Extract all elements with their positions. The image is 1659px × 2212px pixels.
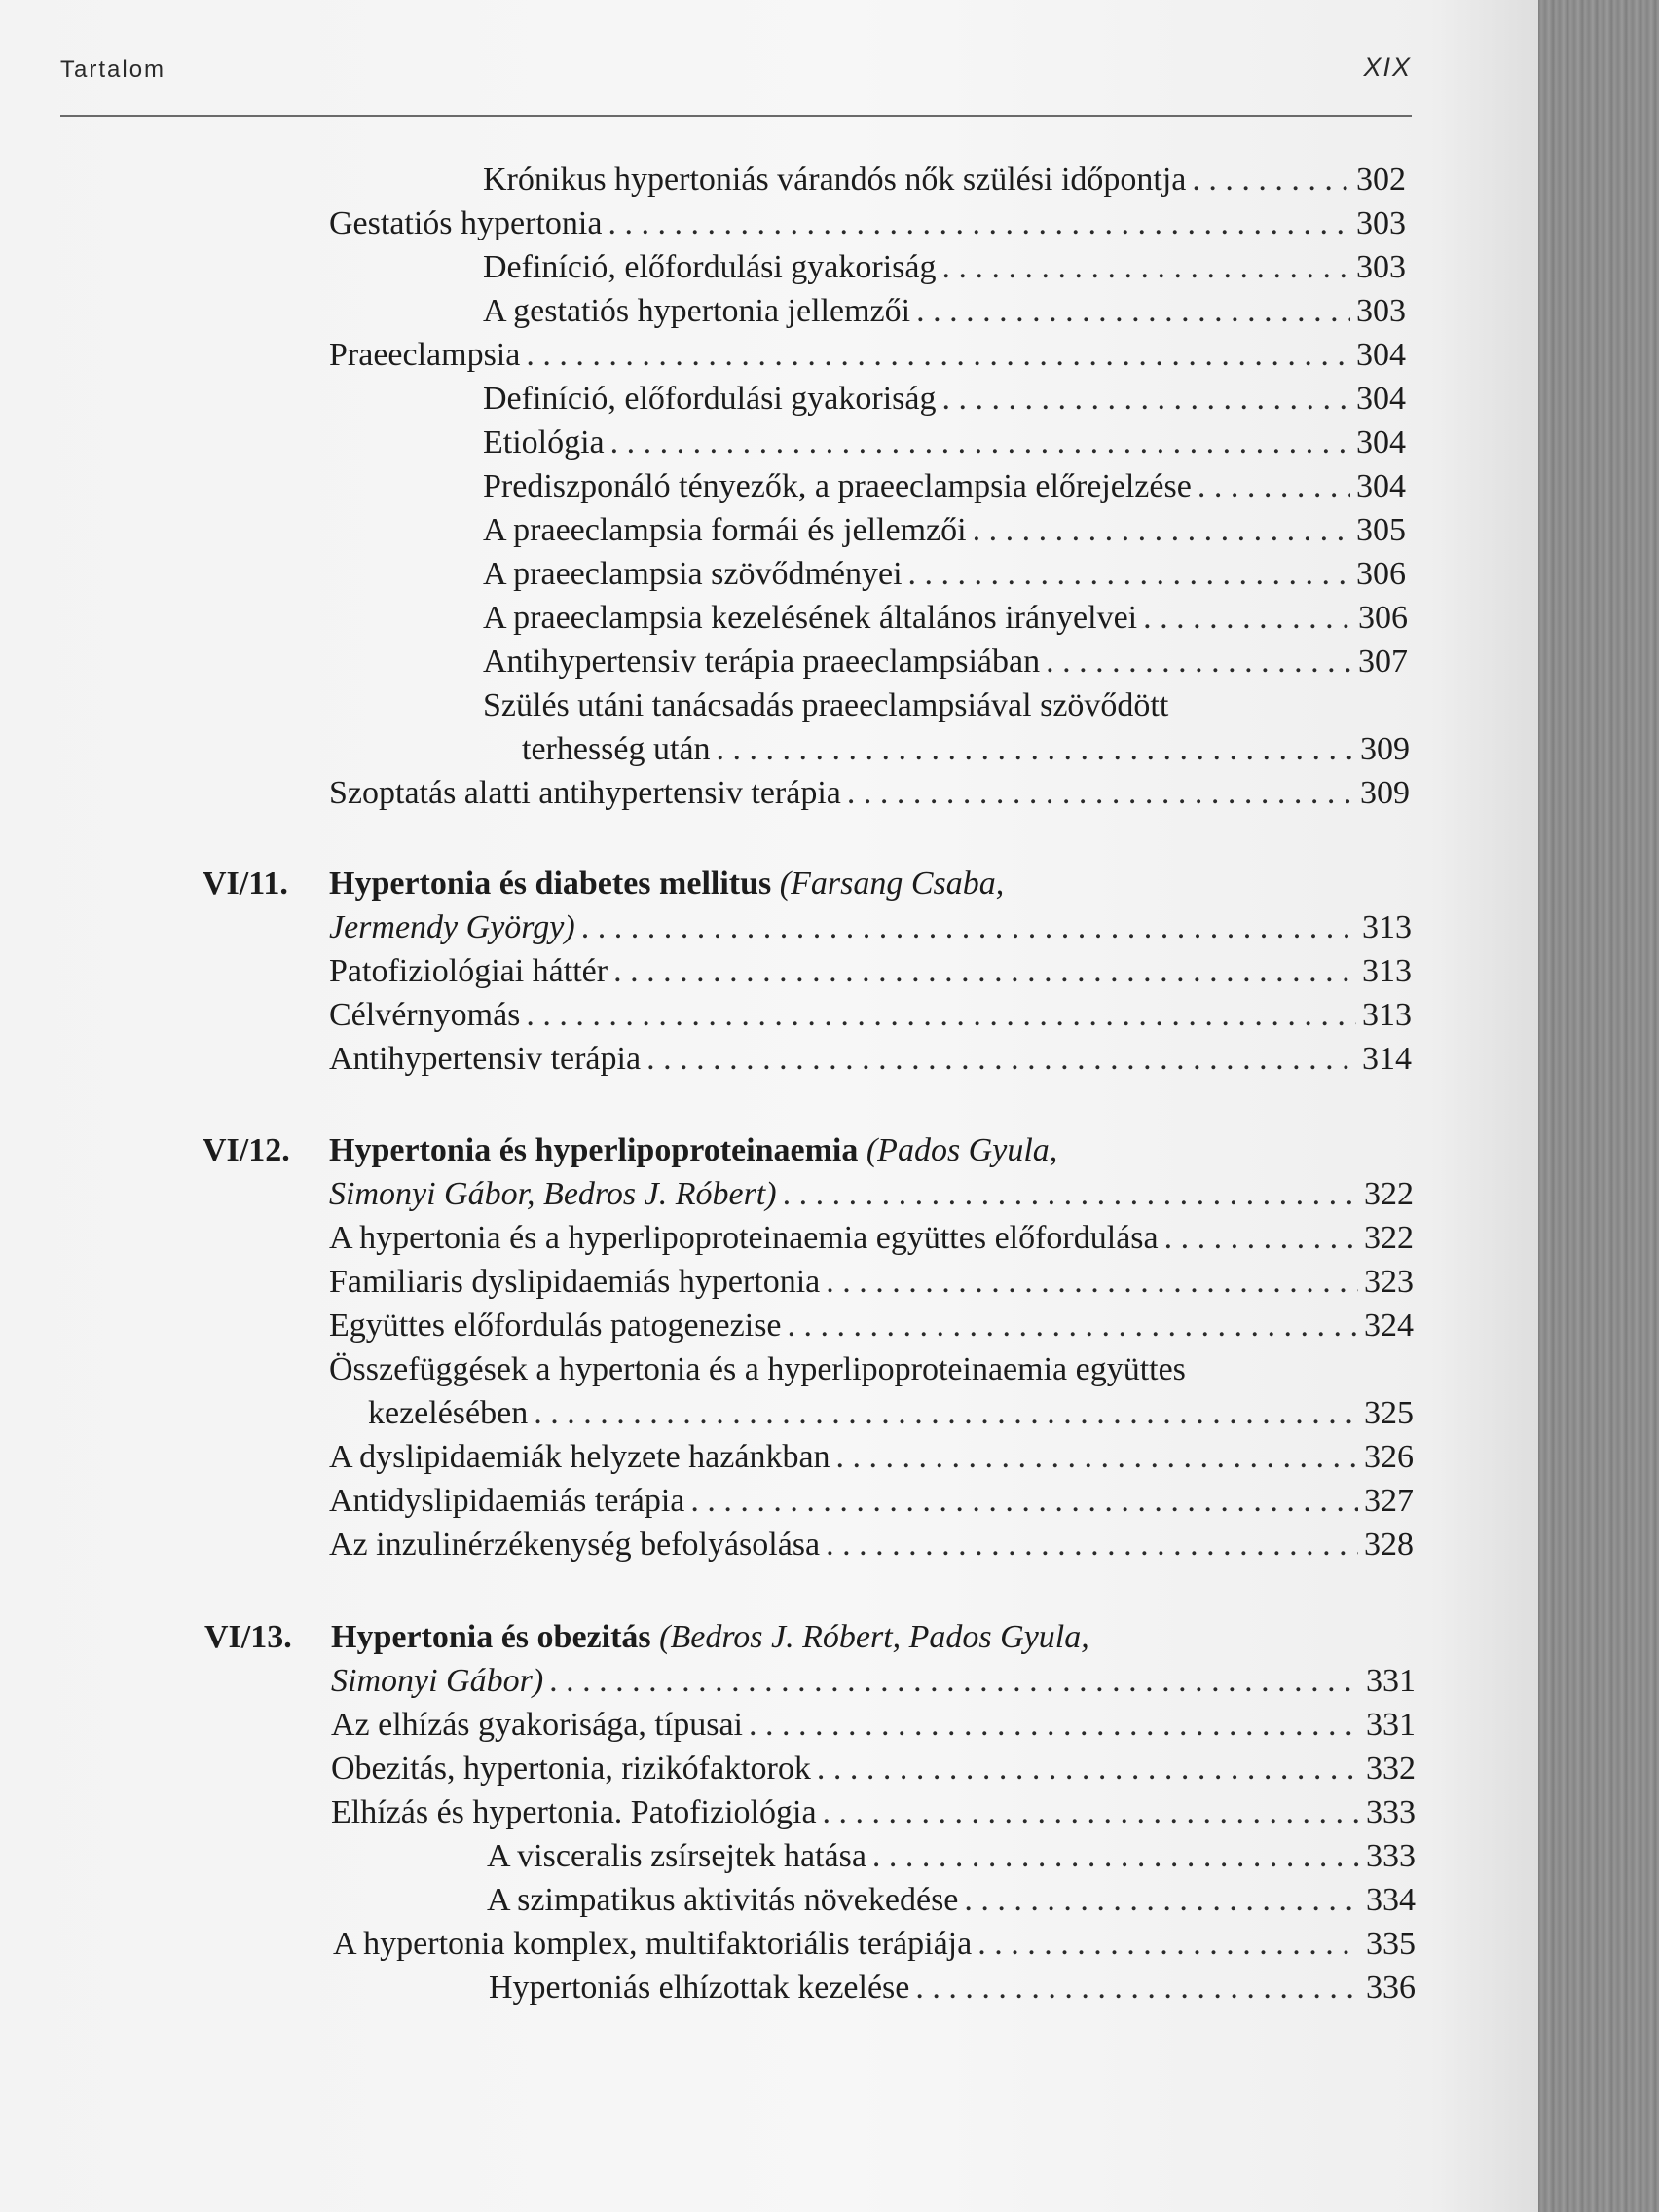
chapter-authors: Jermendy György) [329,909,575,945]
chapter-number: VI/13. [204,1619,292,1655]
toc-entry: Az inzulinérzékenység befolyásolása . . . 328 [329,1523,1414,1567]
toc-entry: Antidyslipidaemiás terápia . . . 327 [329,1479,1414,1524]
chapter-authors: (Pados Gyula, [866,1132,1058,1168]
toc-entry: A dyslipidaemiák helyzete hazánkban . . . 326 [329,1435,1414,1480]
toc-entry: Etiológia . . . 304 [483,421,1406,465]
chapter-heading [329,1128,1057,1173]
adjacent-page-edges [1538,0,1659,2212]
toc-entry: A visceralis zsírsejtek hatása . . . 333 [487,1834,1416,1879]
chapter-number: VI/11. [203,866,288,902]
toc-entry: A szimpatikus aktivitás növekedése . . . 334 [487,1878,1416,1923]
chapter-authors: Simonyi Gábor) [331,1663,544,1699]
chapter-title: Hypertonia és obezitás [331,1619,651,1655]
toc-entry: Antihypertensiv terápia praeeclampsiában . . . 307 [483,640,1408,684]
chapter-title: Hypertonia és diabetes mellitus [329,866,772,902]
toc-entry: A praeeclampsia szövődményei . . . 306 [483,552,1406,597]
toc-entry: Familiaris dyslipidaemiás hypertonia . . . 323 [329,1260,1414,1305]
toc-entry: Célvérnyomás . . . 313 [329,993,1412,1038]
toc-entry: Definíció, előfordulási gyakoriság . . . 303 [483,245,1406,290]
toc-entry: Szoptatás alatti antihypertensiv terápia . . . 309 [329,771,1410,816]
toc-entry: A hypertonia komplex, multifaktoriális terápiája . . . 335 [333,1922,1416,1967]
toc-entry-first-line: Szülés utáni tanácsadás praeeclampsiával szövődött [483,687,1169,723]
chapter-title: Hypertonia és hyperlipoproteinaemia [329,1132,859,1168]
running-head [60,51,1412,117]
toc-entry: Simonyi Gábor) . . . 331 [331,1659,1416,1704]
toc-entry: Praeeclampsia . . . 304 [329,333,1406,378]
toc-entry: A praeeclampsia kezelésének általános irányelvei . . . 306 [483,596,1408,641]
toc-entry: Simonyi Gábor, Bedros J. Róbert) . . . 322 [329,1172,1414,1217]
chapter-authors: (Farsang Csaba, [779,866,1005,902]
chapter-authors: Simonyi Gábor, Bedros J. Róbert) [329,1176,777,1212]
chapter-number: VI/12. [203,1132,290,1168]
toc-entry-first-line: Összefüggések a hypertonia és a hyperlipoproteinaemia együttes [329,1351,1186,1387]
running-head-title: Tartalom [60,56,166,83]
toc-entry: Definíció, előfordulási gyakoriság . . . 304 [483,377,1406,422]
chapter-authors: (Bedros J. Róbert, Pados Gyula, [659,1619,1089,1655]
toc-entry: Hypertoniás elhízottak kezelése . . . 336 [489,1966,1416,2010]
toc-entry: Krónikus hypertoniás várandós nők szülési időpontja . . . 302 [483,158,1406,203]
toc-entry: Gestatiós hypertonia . . . 303 [329,202,1406,246]
toc-entry: Elhízás és hypertonia. Patofiziológia . . . 333 [331,1790,1416,1835]
toc-entry: Együttes előfordulás patogenezise . . . 324 [329,1304,1414,1348]
toc-entry: Patofiziológiai háttér . . . 313 [329,949,1412,994]
toc-entry: Az elhízás gyakorisága, típusai . . . 331 [331,1703,1416,1748]
toc-entry: Obezitás, hypertonia, rizikófaktorok . . . 332 [331,1747,1416,1791]
chapter-heading [329,862,1004,906]
toc-entry: A hypertonia és a hyperlipoproteinaemia együttes előfordulása . . . 322 [329,1216,1414,1261]
toc-entry: Antihypertensiv terápia . . . 314 [329,1037,1412,1082]
toc-entry: Jermendy György) . . . 313 [329,905,1412,950]
toc-entry: A gestatiós hypertonia jellemzői . . . 303 [483,289,1406,334]
toc-entry: terhesség után . . . 309 [522,727,1410,772]
toc-entry: A praeeclampsia formái és jellemzői . . . 305 [483,508,1406,553]
toc-entry: kezelésében . . . 325 [368,1391,1414,1436]
chapter-heading [331,1615,1089,1660]
toc-entry: Prediszponáló tényezők, a praeeclampsia előrejelzése . . . 304 [483,464,1406,509]
page-number: XIX [1363,53,1412,82]
